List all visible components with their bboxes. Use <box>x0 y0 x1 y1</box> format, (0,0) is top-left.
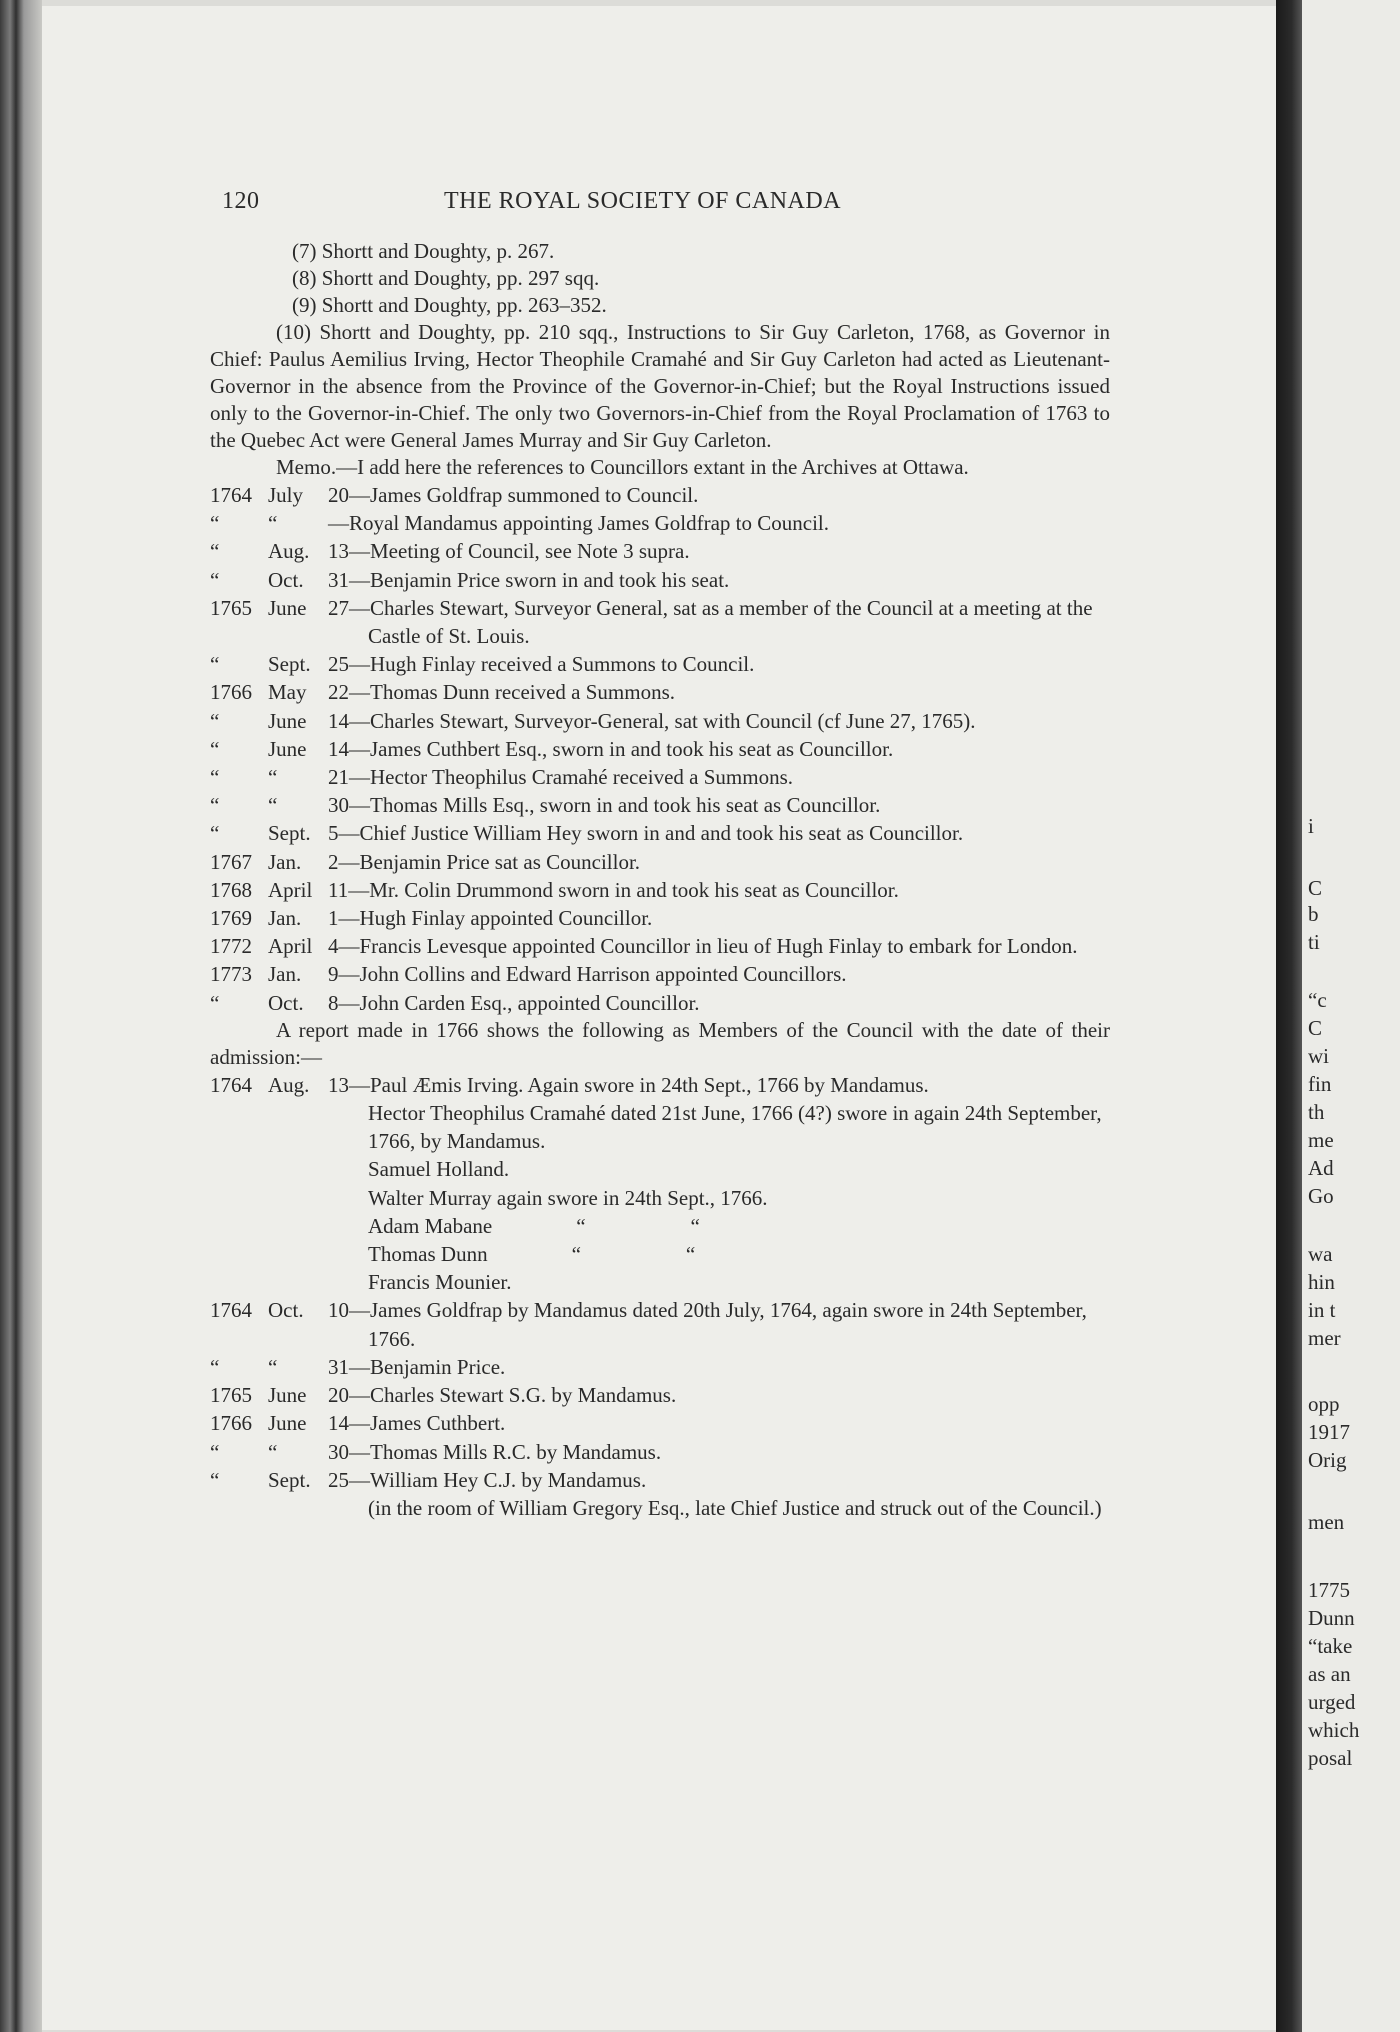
entry-month <box>268 1494 328 1522</box>
report-entry <box>210 1438 1110 1466</box>
report-entry <box>210 1212 1110 1240</box>
entry-month: Jan. <box>268 906 302 931</box>
chronology-entry <box>210 848 1110 876</box>
entry-text: 14—James Cuthbert. <box>328 1411 506 1436</box>
fragment-line: which <box>1308 1718 1360 1742</box>
footnote-text: Shortt and Doughty, pp. 297 sqq. <box>321 266 600 290</box>
fragment-line: C <box>1308 876 1323 900</box>
entry-month: June <box>268 595 307 620</box>
entry-year: 1764 <box>210 1072 252 1097</box>
entry-text: 11—Mr. Colin Drummond sworn in and took his seat as Councillor. <box>328 877 899 902</box>
entry-year: “ <box>210 1354 220 1379</box>
entry-year: “ <box>210 539 220 564</box>
entry-text: 13—Paul Æmis Irving. Again swore in 24th Sept., 1766 by Mandamus. <box>328 1072 929 1097</box>
fragment-line: ti <box>1308 930 1320 954</box>
entry-year: 1768 <box>210 877 252 902</box>
entry-text: 14—James Cuthbert Esq., sworn in and took his seat as Councillor. <box>328 736 894 761</box>
entry-month: April <box>268 934 313 959</box>
fragment-line: Go <box>1308 1184 1334 1208</box>
entry-month <box>268 1240 328 1268</box>
entry-month: Aug. <box>268 1072 310 1097</box>
fragment-line: wi <box>1308 1044 1329 1068</box>
entry-text: 31—Benjamin Price. <box>328 1354 506 1379</box>
entry-month: Oct. <box>268 567 304 592</box>
entry-year: 1765 <box>210 595 252 620</box>
footnote <box>210 292 1110 319</box>
fragment-line: th <box>1308 1100 1325 1124</box>
fragment-line: fin <box>1308 1072 1332 1096</box>
fragment-line: as an <box>1308 1662 1351 1686</box>
chronology-entry <box>210 594 1110 650</box>
entry-text: 8—John Carden Esq., appointed Councillor. <box>328 990 700 1015</box>
entry-year: 1764 <box>210 1298 252 1323</box>
entry-month: Aug. <box>268 539 310 564</box>
entry-text: 14—Charles Stewart, Surveyor-General, sat with Council (cf June 27, 1765). <box>328 708 976 733</box>
entry-text: 9—John Collins and Edward Harrison appointed Councillors. <box>328 962 847 987</box>
entry-month <box>268 1155 328 1183</box>
report-entry <box>210 1268 1110 1296</box>
entry-month: “ <box>268 793 278 818</box>
fragment-line: Orig <box>1308 1448 1347 1472</box>
report-entry <box>210 1240 1110 1268</box>
entry-year: “ <box>210 990 220 1015</box>
fragment-line: Dunn <box>1308 1606 1355 1630</box>
fragment-line: i <box>1308 814 1314 838</box>
report-entry <box>210 1466 1110 1494</box>
chronology-entry <box>210 566 1110 594</box>
footnote <box>210 238 1110 265</box>
chronology-entry <box>210 537 1110 565</box>
report-intro-paragraph: A report made in 1766 shows the following as Members of the Council with the date of their admission:— <box>210 1017 1110 1069</box>
entry-text: 27—Charles Stewart, Surveyor General, sat as a member of the Council at a meeting at the Castle of St. Louis. <box>328 595 1093 649</box>
entry-year: “ <box>210 1439 220 1464</box>
entry-year: 1773 <box>210 962 252 987</box>
entry-month: “ <box>268 765 278 790</box>
entry-text: 5—Chief Justice William Hey sworn in and and took his seat as Councillor. <box>328 821 964 846</box>
entry-text: Adam Mabane “ “ <box>368 1213 700 1238</box>
entry-text: —Royal Mandamus appointing James Goldfrap to Council. <box>328 511 830 536</box>
entry-month: Sept. <box>268 1467 311 1492</box>
entry-month: “ <box>268 1439 278 1464</box>
entry-month: June <box>268 1383 307 1408</box>
report-entry <box>210 1296 1110 1352</box>
entry-year: 1766 <box>210 1411 252 1436</box>
entry-text: 20—Charles Stewart S.G. by Mandamus. <box>328 1383 677 1408</box>
entry-year <box>210 1155 268 1183</box>
entry-month: “ <box>268 511 278 536</box>
entry-month: Oct. <box>268 990 304 1015</box>
entry-text: 30—Thomas Mills R.C. by Mandamus. <box>328 1439 662 1464</box>
chronology-entry <box>210 960 1110 988</box>
entry-year: 1765 <box>210 1383 252 1408</box>
entry-month: Jan. <box>268 962 302 987</box>
fragment-line: urged <box>1308 1690 1356 1714</box>
report-member-list <box>210 1071 1110 1522</box>
entry-month: June <box>268 736 307 761</box>
entry-month <box>268 1099 328 1155</box>
chronology-entry <box>210 932 1110 960</box>
footnote <box>210 265 1110 292</box>
fragment-line: 1775 <box>1308 1578 1350 1602</box>
fragment-line: 1917 <box>1308 1420 1350 1444</box>
chronology-entry <box>210 904 1110 932</box>
entry-text: 22—Thomas Dunn received a Summons. <box>328 680 676 705</box>
memo-paragraph: Memo.—I add here the references to Councillors extant in the Archives at Ottawa. <box>276 455 969 479</box>
chronology-entry <box>210 876 1110 904</box>
entry-text: 30—Thomas Mills Esq., sworn in and took his seat as Councillor. <box>328 793 881 818</box>
fragment-line: C <box>1308 1016 1323 1040</box>
entry-month: Oct. <box>268 1298 304 1323</box>
entry-text: 13—Meeting of Council, see Note 3 supra. <box>328 539 690 564</box>
entry-text: Samuel Holland. <box>368 1157 510 1182</box>
report-entry <box>210 1184 1110 1212</box>
fragment-line: posal <box>1308 1746 1353 1770</box>
entry-year: “ <box>210 708 220 733</box>
entry-year <box>210 1240 268 1268</box>
entry-year: 1769 <box>210 906 252 931</box>
entry-year: “ <box>210 567 220 592</box>
entry-month <box>268 1184 328 1212</box>
chronology-entry <box>210 791 1110 819</box>
entry-month: Jan. <box>268 849 302 874</box>
footnote-10-paragraph: (10) Shortt and Doughty, pp. 210 sqq., Instructions to Sir Guy Carleton, 1768, as Governor in Chief: Paulus Aemilius Irving, Hector Theophile Cramahé and Sir Guy Carleton had acted as Lieutenant-Governor in the absence from the Province of the Governor-in-Chief; but the Royal Instructions issued only to the Governor-in-Chief. The only two Governors-in-Chief from the Royal Proclamation of 1763 to the Quebec Act were General James Murray and Sir Guy Carleton. <box>210 320 1110 452</box>
entry-year: 1767 <box>210 849 252 874</box>
entry-text: Hector Theophilus Cramahé dated 21st June, 1766 (4?) swore in again 24th September, 1766, by Mandamus. <box>368 1101 1102 1154</box>
entry-year: “ <box>210 821 220 846</box>
book-binding-edge <box>0 0 42 2032</box>
footnote-text: Shortt and Doughty, p. 267. <box>321 239 555 263</box>
entry-month: April <box>268 877 313 902</box>
fragment-line: opp <box>1308 1392 1340 1416</box>
page-body <box>210 238 1110 1522</box>
entry-year: 1772 <box>210 934 252 959</box>
report-entry <box>210 1353 1110 1381</box>
entry-month: Sept. <box>268 821 311 846</box>
running-title: THE ROYAL SOCIETY OF CANADA <box>444 188 842 214</box>
chronology-entry <box>210 678 1110 706</box>
page-number: 120 <box>222 188 260 214</box>
entry-text: (in the room of William Gregory Esq., late Chief Justice and struck out of the Council.) <box>368 1495 1102 1520</box>
footnote-number: (7) <box>292 239 317 263</box>
entry-year: “ <box>210 511 220 536</box>
chronology-entry <box>210 763 1110 791</box>
councillor-chronology <box>210 481 1110 1017</box>
entry-month: July <box>268 483 304 507</box>
entry-text: Walter Murray again swore in 24th Sept., 1766. <box>368 1185 768 1210</box>
entry-year: “ <box>210 736 220 761</box>
facing-page-fragment <box>1302 0 1400 2032</box>
fragment-line: wa <box>1308 1242 1333 1266</box>
entry-month: June <box>268 1411 307 1436</box>
report-entry <box>210 1381 1110 1409</box>
entry-year: 1764 <box>210 483 252 507</box>
chronology-entry <box>210 707 1110 735</box>
entry-text: 2—Benjamin Price sat as Councillor. <box>328 849 641 874</box>
report-entry <box>210 1409 1110 1437</box>
page-header <box>222 188 1102 222</box>
chronology-entry <box>210 735 1110 763</box>
report-entry <box>210 1071 1110 1099</box>
entry-year: “ <box>210 1467 220 1492</box>
page-gutter-shadow <box>1276 0 1302 2032</box>
entry-text: 10—James Goldfrap by Mandamus dated 20th July, 1764, again swore in 24th September, 1766. <box>328 1298 1087 1351</box>
report-entry <box>210 1494 1110 1522</box>
entry-text: 20—James Goldfrap summoned to Council. <box>328 483 699 507</box>
entry-month: Sept. <box>268 652 311 677</box>
entry-month: June <box>268 708 307 733</box>
fragment-line: b <box>1308 902 1319 926</box>
footnote-text: Shortt and Doughty, pp. 263–352. <box>321 293 607 317</box>
entry-year <box>210 1099 268 1155</box>
entry-month: May <box>268 680 307 705</box>
entry-year <box>210 1268 268 1296</box>
report-entry <box>210 1099 1110 1155</box>
entry-text: Thomas Dunn “ “ <box>368 1242 696 1267</box>
entry-text: 25—William Hey C.J. by Mandamus. <box>328 1467 647 1492</box>
fragment-line: men <box>1308 1510 1345 1534</box>
entry-text: 31—Benjamin Price sworn in and took his seat. <box>328 567 730 592</box>
chronology-entry <box>210 650 1110 678</box>
fragment-line: in t <box>1308 1298 1336 1322</box>
entry-month <box>268 1268 328 1296</box>
footnote-number: (8) <box>292 266 317 290</box>
entry-year: “ <box>210 793 220 818</box>
fragment-line: mer <box>1308 1326 1341 1350</box>
entry-text: Francis Mounier. <box>368 1270 512 1295</box>
entry-text: 1—Hugh Finlay appointed Councillor. <box>328 906 653 931</box>
fragment-line: Ad <box>1308 1156 1334 1180</box>
entry-month: “ <box>268 1354 278 1379</box>
report-entry <box>210 1155 1110 1183</box>
fragment-line: “take <box>1308 1634 1353 1658</box>
footnote-number: (9) <box>292 293 317 317</box>
entry-year <box>210 1184 268 1212</box>
chronology-entry <box>210 989 1110 1017</box>
entry-year: “ <box>210 652 220 677</box>
entry-text: 4—Francis Levesque appointed Councillor in lieu of Hugh Finlay to embark for London. <box>328 934 1078 959</box>
chronology-entry <box>210 481 1110 509</box>
chronology-entry <box>210 509 1110 537</box>
entry-year: 1766 <box>210 680 252 705</box>
entry-text: 25—Hugh Finlay received a Summons to Council. <box>328 652 755 677</box>
entry-year <box>210 1494 268 1522</box>
entry-text: 21—Hector Theophilus Cramahé received a Summons. <box>328 765 793 790</box>
entry-year: “ <box>210 765 220 790</box>
entry-month <box>268 1212 328 1240</box>
fragment-line: me <box>1308 1128 1334 1152</box>
chronology-entry <box>210 819 1110 847</box>
fragment-line: “c <box>1308 988 1327 1012</box>
fragment-line: hin <box>1308 1270 1335 1294</box>
entry-year <box>210 1212 268 1240</box>
